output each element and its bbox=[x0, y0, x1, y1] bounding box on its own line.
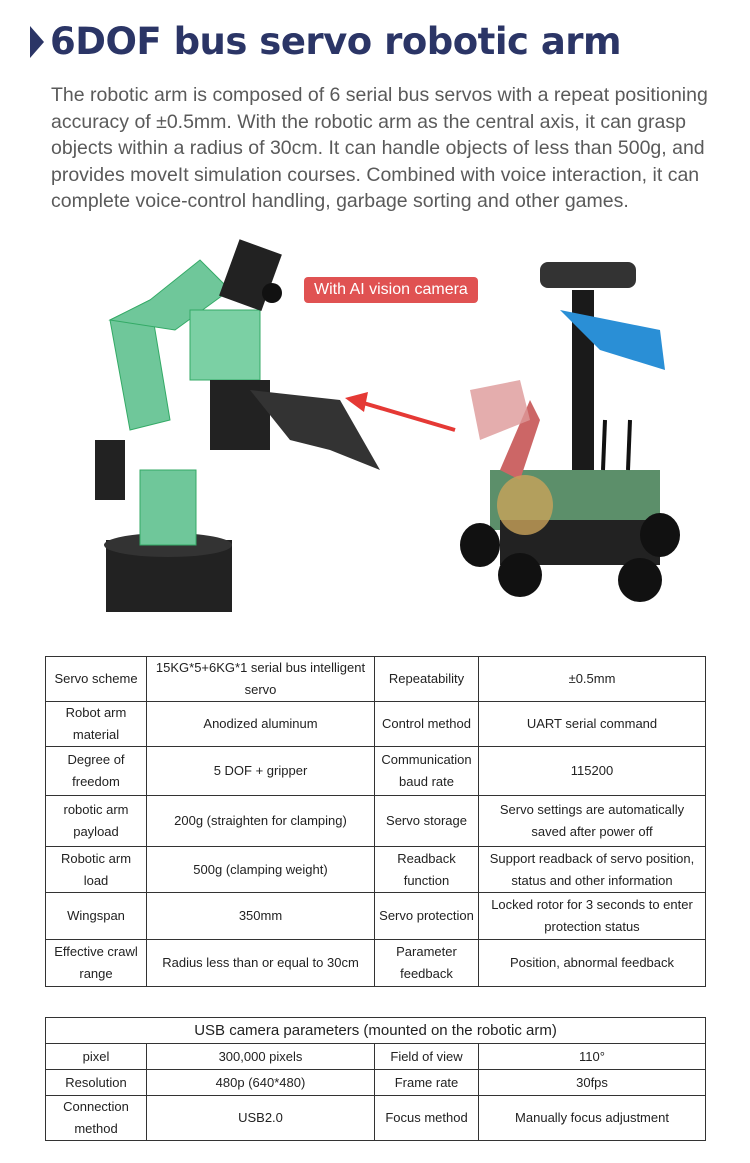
spec-value: Locked rotor for 3 seconds to enter protection status bbox=[479, 893, 706, 940]
spec-label: Robot arm material bbox=[46, 702, 147, 747]
triangle-marker-icon bbox=[30, 26, 44, 58]
table-row bbox=[46, 1096, 706, 1141]
spec-label: Robotic arm load bbox=[46, 847, 147, 893]
table-row bbox=[46, 1044, 706, 1070]
spec-value: UART serial command bbox=[479, 702, 706, 747]
spec-label: Frame rate bbox=[375, 1070, 479, 1096]
spec-label: Control method bbox=[375, 702, 479, 747]
camera-table-header: USB camera parameters (mounted on the robotic arm) bbox=[46, 1018, 706, 1044]
spec-value: Support readback of servo position, status and other information bbox=[479, 847, 706, 893]
table-row bbox=[46, 940, 706, 987]
spec-value: Radius less than or equal to 30cm bbox=[147, 940, 375, 987]
spec-label: Effective crawl range bbox=[46, 940, 147, 987]
table-row bbox=[46, 747, 706, 796]
page-title bbox=[30, 20, 621, 63]
spec-label: Readback function bbox=[375, 847, 479, 893]
spec-value: ±0.5mm bbox=[479, 657, 706, 702]
spec-value: 200g (straighten for clamping) bbox=[147, 796, 375, 847]
spec-label: Parameter feedback bbox=[375, 940, 479, 987]
camera-table bbox=[45, 1017, 706, 1141]
spec-label: Degree of freedom bbox=[46, 747, 147, 796]
spec-label: Servo scheme bbox=[46, 657, 147, 702]
spec-label: pixel bbox=[46, 1044, 147, 1070]
spec-value: Manually focus adjustment bbox=[479, 1096, 706, 1141]
spec-value: Anodized aluminum bbox=[147, 702, 375, 747]
spec-label: Focus method bbox=[375, 1096, 479, 1141]
spec-value: 5 DOF + gripper bbox=[147, 747, 375, 796]
spec-table bbox=[45, 656, 706, 987]
spec-label: Resolution bbox=[46, 1070, 147, 1096]
table-row bbox=[46, 893, 706, 940]
spec-value: 15KG*5+6KG*1 serial bus intelligent servo bbox=[147, 657, 375, 702]
robot-car-image bbox=[460, 262, 680, 602]
spec-label: robotic arm payload bbox=[46, 796, 147, 847]
spec-value: Position, abnormal feedback bbox=[479, 940, 706, 987]
spec-value: 350mm bbox=[147, 893, 375, 940]
camera-callout: With AI vision camera bbox=[304, 277, 478, 303]
table-row bbox=[46, 796, 706, 847]
spec-label: Connection method bbox=[46, 1096, 147, 1141]
spec-label: Communication baud rate bbox=[375, 747, 479, 796]
spec-value: 300,000 pixels bbox=[147, 1044, 375, 1070]
spec-value: 30fps bbox=[479, 1070, 706, 1096]
description: The robotic arm is composed of 6 serial bus servos with a repeat positioning accuracy of ±0.5mm. With the robotic arm as the central axis, it can grasp objects within a radius of 30cm. It can handle objects of less than 500g, and provides moveIt simulation courses. Combined with voice interaction, it can complete voice-control handling, garbage sorting and other games. bbox=[51, 84, 708, 212]
title-text: 6DOF bus servo robotic arm bbox=[50, 20, 622, 63]
spec-label: Servo protection bbox=[375, 893, 479, 940]
spec-value: 115200 bbox=[479, 747, 706, 796]
spec-value: 110° bbox=[479, 1044, 706, 1070]
spec-label: Repeatability bbox=[375, 657, 479, 702]
spec-value: USB2.0 bbox=[147, 1096, 375, 1141]
table-row bbox=[46, 847, 706, 893]
table-row bbox=[46, 1070, 706, 1096]
spec-value: 500g (clamping weight) bbox=[147, 847, 375, 893]
spec-label: Field of view bbox=[375, 1044, 479, 1070]
spec-value: 480p (640*480) bbox=[147, 1070, 375, 1096]
table-row bbox=[46, 702, 706, 747]
spec-label: Wingspan bbox=[46, 893, 147, 940]
spec-label: Servo storage bbox=[375, 796, 479, 847]
table-row bbox=[46, 657, 706, 702]
spec-value: Servo settings are automatically saved after power off bbox=[479, 796, 706, 847]
